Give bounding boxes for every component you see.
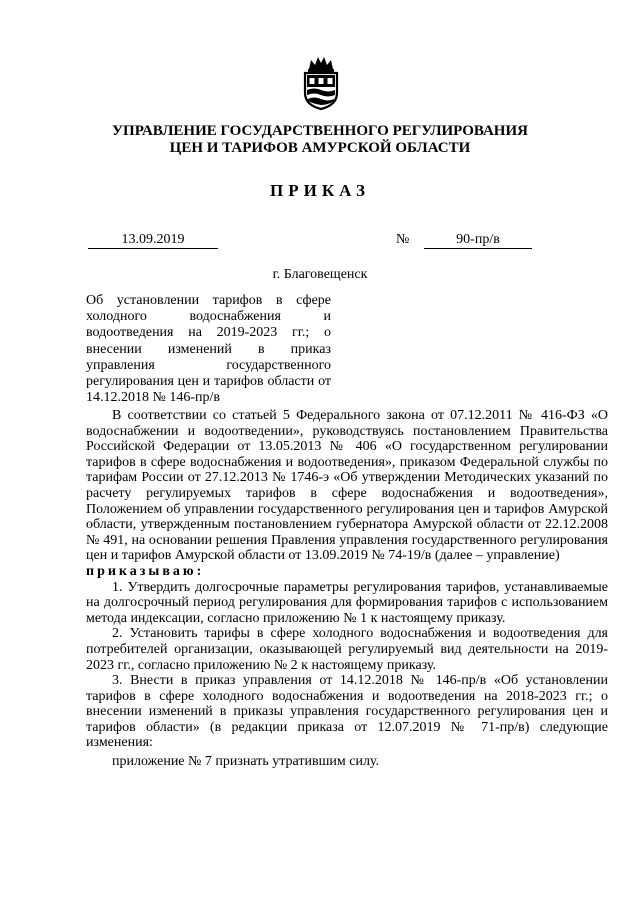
item-3-paragraph: 3. Внести в приказ управления от 14.12.2018 № 146-пр/в «Об установлении тарифов в сфере холодного водоснабжения и водоотведения на 2018-2023 гг.; о внесении изменений в приказы управления государственного регулирования цен и тарифов области» (в редакции приказа от 12.07.2019 № 71-пр/в) следующие изменения:	[86, 673, 608, 751]
city-name: г. Благовещенск	[272, 267, 368, 282]
document-type-title: ПРИКАЗ	[270, 181, 370, 200]
document-body	[86, 408, 608, 770]
document-number: 90-пр/в	[424, 232, 532, 249]
organization-name-line2: ЦЕН И ТАРИФОВ АМУРСКОЙ ОБЛАСТИ	[169, 140, 471, 156]
document-date: 13.09.2019	[88, 232, 218, 249]
item-2-paragraph: 2. Установить тарифы в сфере холодного водоснабжения и водоотведения для потребителей организации, оказывающей регулируемый вид деятельности на 2019-2023 гг., согласно приложению № 2 к настоящему приказу.	[86, 626, 608, 673]
item-1-paragraph: 1. Утвердить долгосрочные параметры регулирования тарифов, устанавливаемые на долгосрочный период регулирования для формирования тарифов с использованием метода индексации, согласно приложению № 1 к настоящему приказу.	[86, 579, 608, 626]
organization-name-line1: УПРАВЛЕНИЕ ГОСУДАРСТВЕННОГО РЕГУЛИРОВАНИЯ	[112, 123, 528, 139]
preamble-paragraph: В соответствии со статьей 5 Федерального закона от 07.12.2011 № 416-ФЗ «О водоснабжении и водоотведении», руководствуясь постановлением Правительства Российской Федерации от 13.05.2013 № 406 «О государственном регулировании тарифов в сфере водоснабжения и водоотведения», приказом Федеральной службы по тарифам России от 27.12.2013 № 1746-э «Об утверждении Методических указаний по расчету регулируемых тарифов в сфере водоснабжения и водоотведения», Положением об управлении государственного регулирования цен и тарифов Амурской области, утвержденным постановлением губернатора Амурской области от 22.12.2008 № 491, на основании решения Правления управления государственного регулирования цен и тарифов Амурской области от 13.09.2019 № 74-19/в (далее – управление)	[86, 408, 608, 564]
coat-of-arms-icon	[298, 55, 344, 111]
number-sign: №	[396, 232, 410, 247]
document-subject: Об установлении тарифов в сфере холодного водоснабжения и водоотведения на 2019-2023 гг.; о внесении изменений в приказ управления государственного регулирования цен и тарифов области от 14.12.2018 № 146-пр/в	[86, 293, 331, 406]
decree-word: приказываю:	[86, 563, 205, 579]
item-3-sub-paragraph: приложение № 7 признать утратившим силу.	[112, 754, 380, 770]
